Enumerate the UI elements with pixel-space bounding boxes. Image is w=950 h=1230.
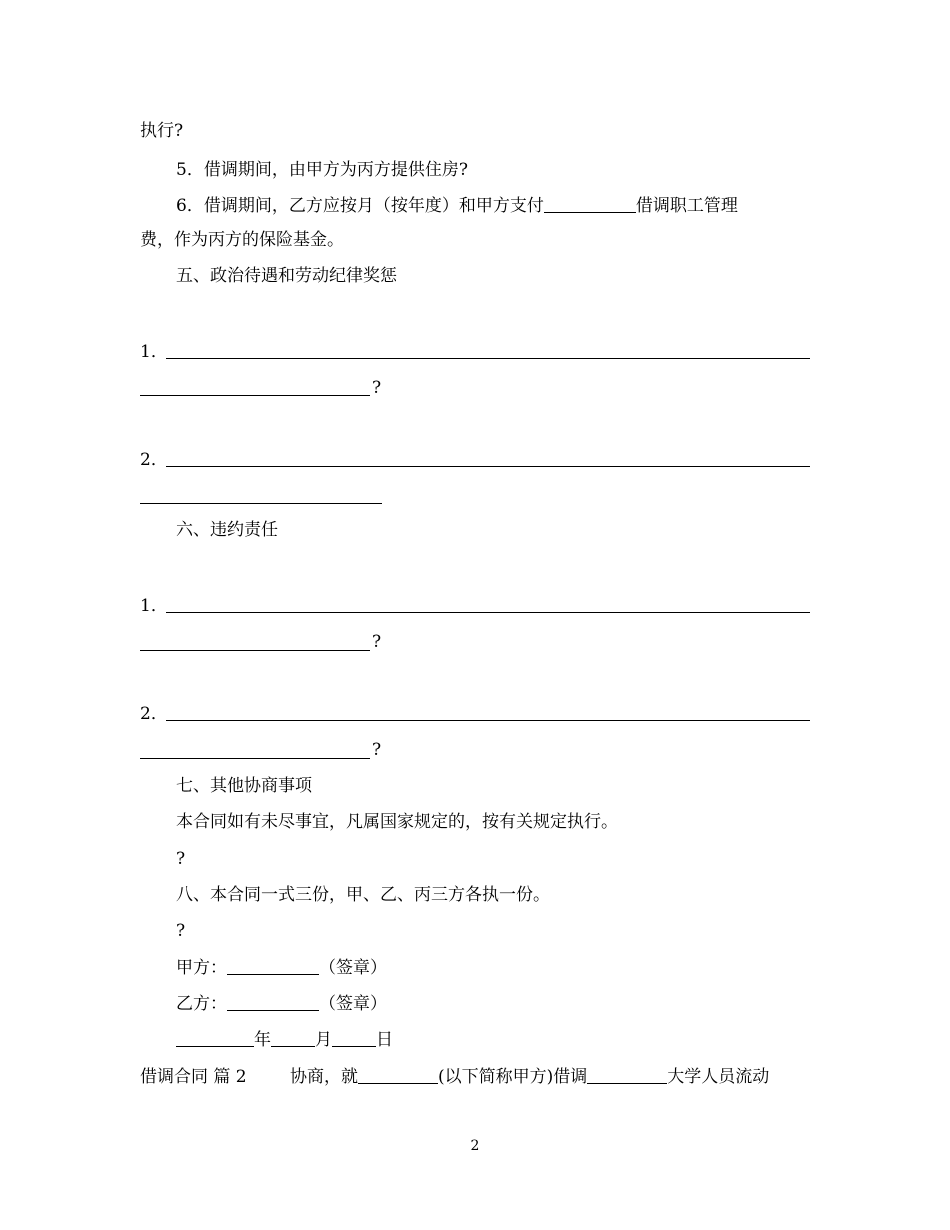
placeholder-mark: ?: [176, 921, 186, 941]
s5-item-2-number: 2．: [140, 450, 168, 470]
s6-item-1-end: ?: [372, 632, 382, 652]
blank-field: [587, 1067, 667, 1084]
clause-item-6-text-b: 借调职工管理: [635, 196, 738, 216]
s6-item-2-end: ?: [372, 740, 382, 760]
section-6-heading: 六、违约责任: [176, 520, 278, 540]
blank-field: [176, 1030, 254, 1047]
party-a-label: 甲方：: [176, 958, 227, 978]
date-day: 日: [376, 1030, 393, 1050]
clause-item-6-text-a: 6．借调期间，乙方应按月（按年度）和甲方支付: [176, 196, 544, 216]
section-5-heading: 五、政治待遇和劳动纪律奖惩: [176, 266, 397, 286]
clause-item-6-continued: 费，作为丙方的保险基金。: [140, 230, 344, 250]
signing-date: [176, 1030, 393, 1050]
blank-line: [140, 503, 382, 504]
blank-field: [227, 958, 319, 975]
blank-line: [166, 358, 810, 359]
continued-text: 执行?: [140, 121, 184, 141]
party-a-seal: （签章）: [319, 958, 387, 978]
next-contract-text-a: 协商，就: [290, 1067, 358, 1087]
s6-item-1-number: 1．: [140, 596, 168, 616]
blank-line: [140, 395, 370, 396]
party-b-seal: （签章）: [319, 994, 387, 1014]
party-b-label: 乙方：: [176, 994, 227, 1014]
blank-line: [140, 650, 370, 651]
s6-item-2-number: 2．: [140, 704, 168, 724]
blank-field: [271, 1030, 315, 1047]
blank-line: [140, 758, 370, 759]
blank-line: [166, 720, 810, 721]
page-number: 2: [470, 1138, 480, 1154]
next-contract-title: 借调合同 篇 2: [140, 1067, 247, 1087]
s5-item-1-end: ?: [372, 378, 382, 398]
next-contract-opening: [290, 1067, 769, 1087]
section-8-heading: 八、本合同一式三份，甲、乙、丙三方各执一份。: [176, 885, 550, 905]
blank-line: [166, 466, 810, 467]
party-a-signature: [176, 958, 387, 978]
next-contract-text-c: 大学人员流动: [667, 1067, 770, 1087]
placeholder-mark: ?: [176, 849, 186, 869]
blank-line: [166, 612, 810, 613]
party-b-signature: [176, 994, 387, 1014]
section-7-text: 本合同如有未尽事宜，凡属国家规定的，按有关规定执行。: [176, 812, 618, 832]
date-month: 月: [315, 1030, 332, 1050]
section-7-heading: 七、其他协商事项: [176, 776, 312, 796]
date-year: 年: [254, 1030, 271, 1050]
next-contract-text-b: (以下简称甲方)借调: [438, 1067, 588, 1087]
blank-field: [227, 994, 319, 1011]
clause-item-6: [176, 196, 738, 216]
blank-field: [544, 196, 636, 213]
s5-item-1-number: 1．: [140, 342, 168, 362]
blank-field: [332, 1030, 376, 1047]
clause-item-5: 5．借调期间，由甲方为丙方提供住房?: [176, 160, 468, 180]
blank-field: [358, 1067, 438, 1084]
